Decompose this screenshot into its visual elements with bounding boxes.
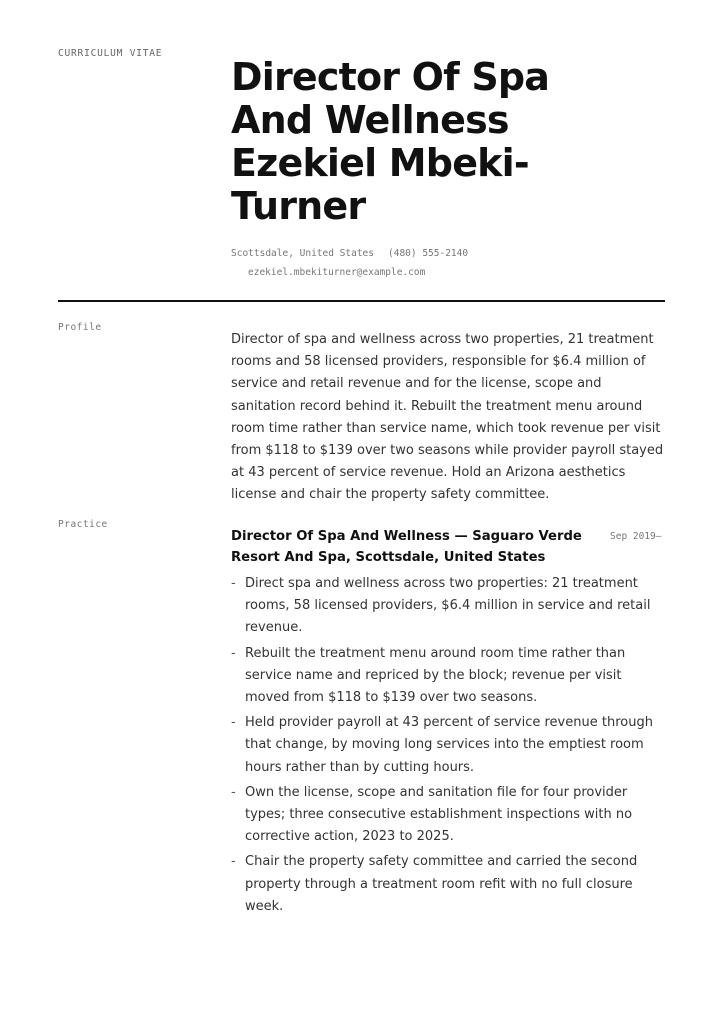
title-line: Director Of Spa xyxy=(231,55,550,99)
bullet-text: Direct spa and wellness across two properties: 21 treatment rooms, 58 licensed providers, $6.4 million in service and retail revenue. xyxy=(245,576,651,636)
bullet-marker: - xyxy=(231,784,236,800)
title-line: Ezekiel Mbeki- xyxy=(231,141,529,185)
title-line: And Wellness xyxy=(231,98,509,142)
list-item xyxy=(231,643,665,710)
profile-section-label: Profile xyxy=(58,322,102,333)
contact-email[interactable]: ezekiel.mbekiturner@example.com xyxy=(248,267,426,278)
page-title xyxy=(231,56,631,228)
list-item xyxy=(231,851,665,918)
title-line: Turner xyxy=(231,184,366,228)
job-title: Director Of Spa And Wellness — Saguaro Verde Resort And Spa, Scottsdale, United States xyxy=(231,529,582,565)
document-overline: CURRICULUM VITAE xyxy=(58,48,163,59)
list-item xyxy=(231,712,665,779)
profile-summary: Director of spa and wellness across two properties, 21 treatment rooms and 58 licensed providers, responsible for $6.4 million of service and retail revenue and for the license, scope and sanitation record behind it. Rebuilt the treatment menu around room time rather than service name, which took revenue per visit from $118 to $139 over two seasons while provider payroll stayed at 43 percent of service revenue. Hold an Arizona aesthetics license and chair the property safety committee. xyxy=(231,332,664,503)
bullet-marker: - xyxy=(231,576,236,591)
header-divider xyxy=(58,300,665,302)
contact-info xyxy=(231,244,468,282)
bullet-marker: - xyxy=(231,854,236,870)
practice-section-label: Practice xyxy=(58,519,108,530)
bullet-text: Chair the property safety committee and carried the second property through a treatment room refit with no full closure week. xyxy=(245,854,638,914)
bullet-text: Rebuilt the treatment menu around room time rather than service name and repriced by the block; revenue per visit moved from $118 to $139 over two seasons. xyxy=(245,645,626,706)
list-item xyxy=(231,573,665,640)
bullet-text: Held provider payroll at 43 percent of service revenue through that change, by moving long services into the emptiest room hours rather than by cutting hours. xyxy=(245,715,653,775)
bullet-marker: - xyxy=(231,715,236,731)
bullet-text: Own the license, scope and sanitation file for four provider types; three consecutive establishment inspections with no corrective action, 2023 to 2025. xyxy=(245,784,633,845)
job-bullet-list xyxy=(231,573,665,921)
bullet-marker: - xyxy=(231,645,236,661)
list-item xyxy=(231,782,665,849)
contact-location: Scottsdale, United States xyxy=(231,248,374,259)
contact-phone[interactable]: (480) 555-2140 xyxy=(388,248,469,259)
job-date: Sep 2019– xyxy=(610,531,662,542)
